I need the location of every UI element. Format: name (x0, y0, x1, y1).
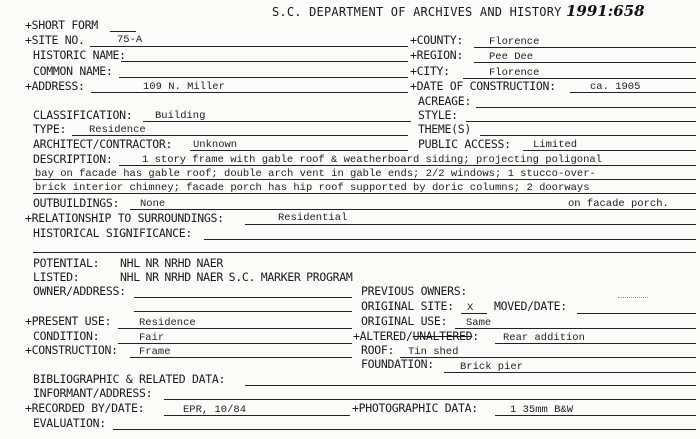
original-site-line (461, 313, 487, 314)
description-rule-3 (33, 193, 696, 194)
listed-label: LISTED: (33, 270, 80, 284)
relationship-value[interactable]: Residential (278, 212, 348, 224)
description-line-1[interactable]: 1 story frame with gable roof & weatherboard siding; projecting poligonal (142, 154, 602, 166)
historical-significance-line[interactable] (204, 239, 696, 240)
original-use-line (455, 328, 696, 329)
classification-line (143, 121, 411, 122)
potential-options[interactable]: NHL NR NRHD NAER (120, 256, 223, 270)
themes-line[interactable] (480, 135, 696, 136)
county-line (474, 47, 696, 48)
date-value[interactable]: ca. 1905 (590, 81, 641, 93)
county-value[interactable]: Florence (489, 36, 540, 48)
photographic-value[interactable]: 1 35mm B&W (510, 404, 574, 416)
original-use-label: ORIGINAL USE: (361, 314, 448, 328)
region-line (474, 62, 696, 63)
moved-line[interactable] (577, 313, 696, 314)
description-line-3[interactable]: brick interior chimney; facade porch has hip roof supported by doric columns; 2 doorways (35, 182, 590, 194)
acreage-line[interactable] (476, 107, 696, 108)
condition-line (118, 343, 352, 344)
altered-value[interactable]: Rear addition (503, 332, 585, 344)
classification-value[interactable]: Building (155, 110, 206, 122)
recorded-line (164, 415, 350, 416)
outbuildings-value[interactable]: None (140, 198, 166, 210)
photographic-label: +PHOTOGRAPHIC DATA: (352, 401, 478, 415)
style-label: STYLE: (418, 108, 458, 122)
type-label: TYPE: (33, 122, 67, 136)
present-use-label: +PRESENT USE: (25, 314, 112, 328)
historic-name-line[interactable] (121, 61, 408, 62)
informant-label: INFORMANT/ADDRESS: (33, 386, 153, 400)
site-no-value[interactable]: 75-A (117, 34, 143, 46)
bibliographic-label: BIBLIOGRAPHIC & RELATED DATA: (33, 372, 226, 386)
address-value[interactable]: 109 N. Miller (143, 81, 225, 93)
date-label: +DATE OF CONSTRUCTION: (410, 79, 556, 93)
city-label: +CITY: (410, 64, 450, 78)
acreage-label: ACREAGE: (418, 94, 471, 108)
owner-line-2 (134, 311, 352, 312)
altered-colon: : (472, 329, 479, 343)
description-line-2[interactable]: bay on facade has gable roof; double arch vent in gable ends; 2/2 windows; 1 stucco-over- (35, 168, 596, 180)
site-no-label: +SITE NO. (25, 33, 85, 47)
listed-options[interactable]: NHL NR NRHD NAER S.C. MARKER PROGRAM (120, 270, 353, 284)
accession-number: 1991:658 (566, 2, 645, 20)
description-rule-1 (119, 165, 696, 166)
photographic-line (495, 415, 696, 416)
region-value[interactable]: Pee Dee (489, 51, 534, 63)
classification-label: CLASSIFICATION: (33, 108, 133, 122)
address-line (91, 92, 408, 93)
previous-owners-label: PREVIOUS OWNERS: (361, 284, 467, 298)
short-form-line (110, 31, 136, 32)
relationship-label: +RELATIONSHIP TO SURROUNDINGS: (25, 211, 224, 225)
common-name-label: COMMON NAME: (33, 64, 113, 78)
unaltered-text: UNALTERED (412, 329, 473, 343)
description-line-4[interactable]: on facade porch. (568, 198, 669, 210)
address-label: +ADDRESS: (25, 79, 85, 93)
altered-line (495, 343, 696, 344)
relationship-line (245, 224, 696, 225)
condition-value[interactable]: Fair (139, 332, 165, 344)
site-no-line (90, 46, 408, 47)
original-use-value[interactable]: Same (466, 317, 492, 329)
potential-label: POTENTIAL: (33, 256, 100, 270)
present-use-value[interactable]: Residence (139, 317, 196, 329)
outbuildings-label: OUTBUILDINGS: (33, 196, 120, 210)
roof-line (400, 357, 696, 358)
foundation-line (444, 372, 696, 373)
county-label: +COUNTY: (410, 33, 463, 47)
condition-label: CONDITION: (33, 329, 100, 343)
roof-label: ROOF: (361, 343, 395, 357)
original-site-label: ORIGINAL SITE: (361, 299, 454, 313)
evaluation-label: EVALUATION: (33, 416, 106, 430)
construction-label: +CONSTRUCTION: (25, 343, 118, 357)
bibliographic-line[interactable] (245, 385, 696, 386)
owner-label: OWNER/ADDRESS: (33, 284, 126, 298)
moved-label: MOVED/DATE: (494, 299, 567, 313)
public-access-label: PUBLIC ACCESS: (418, 137, 511, 151)
description-rule-2 (33, 179, 696, 180)
common-name-line[interactable] (119, 77, 408, 78)
altered-label (353, 331, 479, 343)
altered-text: +ALTERED/ (353, 329, 413, 343)
roof-value[interactable]: Tin shed (408, 346, 459, 358)
historic-name-label: HISTORIC NAME: (33, 48, 126, 62)
region-label: +REGION: (410, 48, 463, 62)
type-line (72, 135, 408, 136)
owner-line[interactable] (134, 297, 352, 298)
construction-value[interactable]: Frame (139, 346, 171, 358)
original-site-value[interactable]: X (467, 302, 474, 314)
type-value[interactable]: Residence (89, 124, 146, 136)
description-label: DESCRIPTION: (33, 152, 113, 166)
historical-significance-line-2 (33, 252, 696, 253)
informant-line[interactable] (164, 399, 696, 400)
public-access-value[interactable]: Limited (533, 139, 578, 151)
construction-line (130, 357, 352, 358)
present-use-line (118, 328, 352, 329)
architect-value[interactable]: Unknown (193, 139, 238, 151)
architect-label: ARCHITECT/CONTRACTOR: (33, 137, 173, 151)
date-line (570, 92, 696, 93)
style-line[interactable] (466, 121, 696, 122)
recorded-label: +RECORDED BY/DATE: (25, 401, 145, 415)
evaluation-line[interactable] (113, 429, 696, 430)
historical-significance-label: HISTORICAL SIGNIFICANCE: (33, 226, 192, 240)
themes-label: THEME(S) (418, 122, 471, 136)
scan-specks (618, 297, 648, 298)
foundation-value[interactable]: Brick pier (460, 361, 524, 373)
form-title: S.C. DEPARTMENT OF ARCHIVES AND HISTORY (272, 5, 562, 19)
recorded-value[interactable]: EPR, 10/84 (183, 404, 247, 416)
foundation-label: FOUNDATION: (361, 357, 434, 371)
public-access-line (523, 150, 696, 151)
short-form-label: +SHORT FORM (25, 18, 98, 32)
architect-line (190, 150, 408, 151)
city-value[interactable]: Florence (489, 67, 540, 79)
